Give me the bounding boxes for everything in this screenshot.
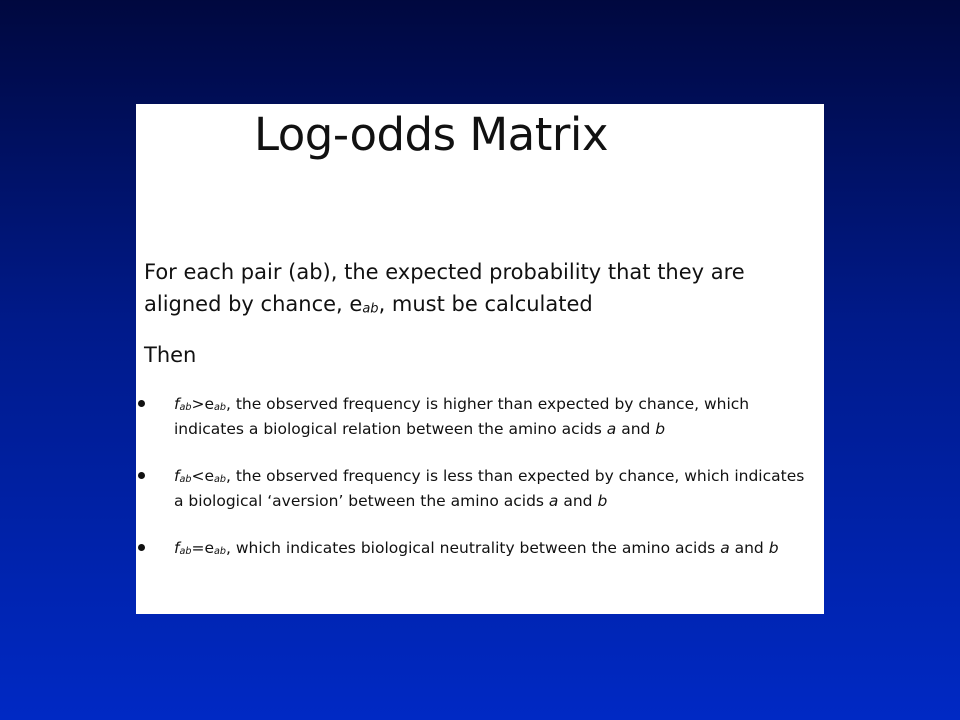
amino-acid-b: b xyxy=(768,539,779,557)
bullet-dot-icon xyxy=(138,400,145,407)
expected-subscript: ab xyxy=(213,545,226,557)
frequency-subscript: ab xyxy=(179,473,192,485)
intro-paragraph xyxy=(144,256,819,320)
then-heading: Then xyxy=(144,343,197,367)
comparison-operator: =e xyxy=(191,539,214,557)
comparison-operator: <e xyxy=(191,467,214,485)
slide-panel xyxy=(136,104,824,614)
expected-subscript: ab xyxy=(213,401,226,413)
amino-acid-a: a xyxy=(606,420,617,438)
bullet-item-higher xyxy=(136,392,824,442)
amino-acid-a: a xyxy=(720,539,730,557)
comparison-operator: >e xyxy=(191,395,214,413)
slide-title: Log-odds Matrix xyxy=(254,108,609,161)
conjunction: and xyxy=(616,420,656,438)
bullet-text: , the observed frequency is higher than expected by chance, which indicates a biological relation between the amino acids xyxy=(174,395,750,438)
bullet-text: , the observed frequency is less than expected by chance, which indicates a biological ‘aversion’ between the amino acids xyxy=(174,467,805,510)
frequency-subscript: ab xyxy=(179,401,192,413)
intro-subscript: ab xyxy=(362,301,379,317)
frequency-symbol: f xyxy=(174,539,180,557)
conjunction: and xyxy=(729,539,769,557)
frequency-symbol: f xyxy=(174,467,180,485)
amino-acid-b: b xyxy=(655,420,666,438)
bullet-item-less xyxy=(136,464,824,514)
bullet-dot-icon xyxy=(138,472,145,479)
bullet-item-equal xyxy=(136,536,824,561)
bullet-text: , which indicates biological neutrality between the amino acids xyxy=(225,539,721,557)
frequency-subscript: ab xyxy=(179,545,192,557)
frequency-symbol: f xyxy=(174,395,180,413)
amino-acid-a: a xyxy=(548,492,559,510)
bullet-list xyxy=(136,392,824,583)
amino-acid-b: b xyxy=(597,492,608,510)
bullet-dot-icon xyxy=(138,544,145,551)
expected-subscript: ab xyxy=(213,473,226,485)
intro-text-end: , must be calculated xyxy=(378,292,593,316)
intro-text: For each pair (ab), the expected probability that they are aligned by chance, e xyxy=(144,260,745,316)
conjunction: and xyxy=(558,492,598,510)
